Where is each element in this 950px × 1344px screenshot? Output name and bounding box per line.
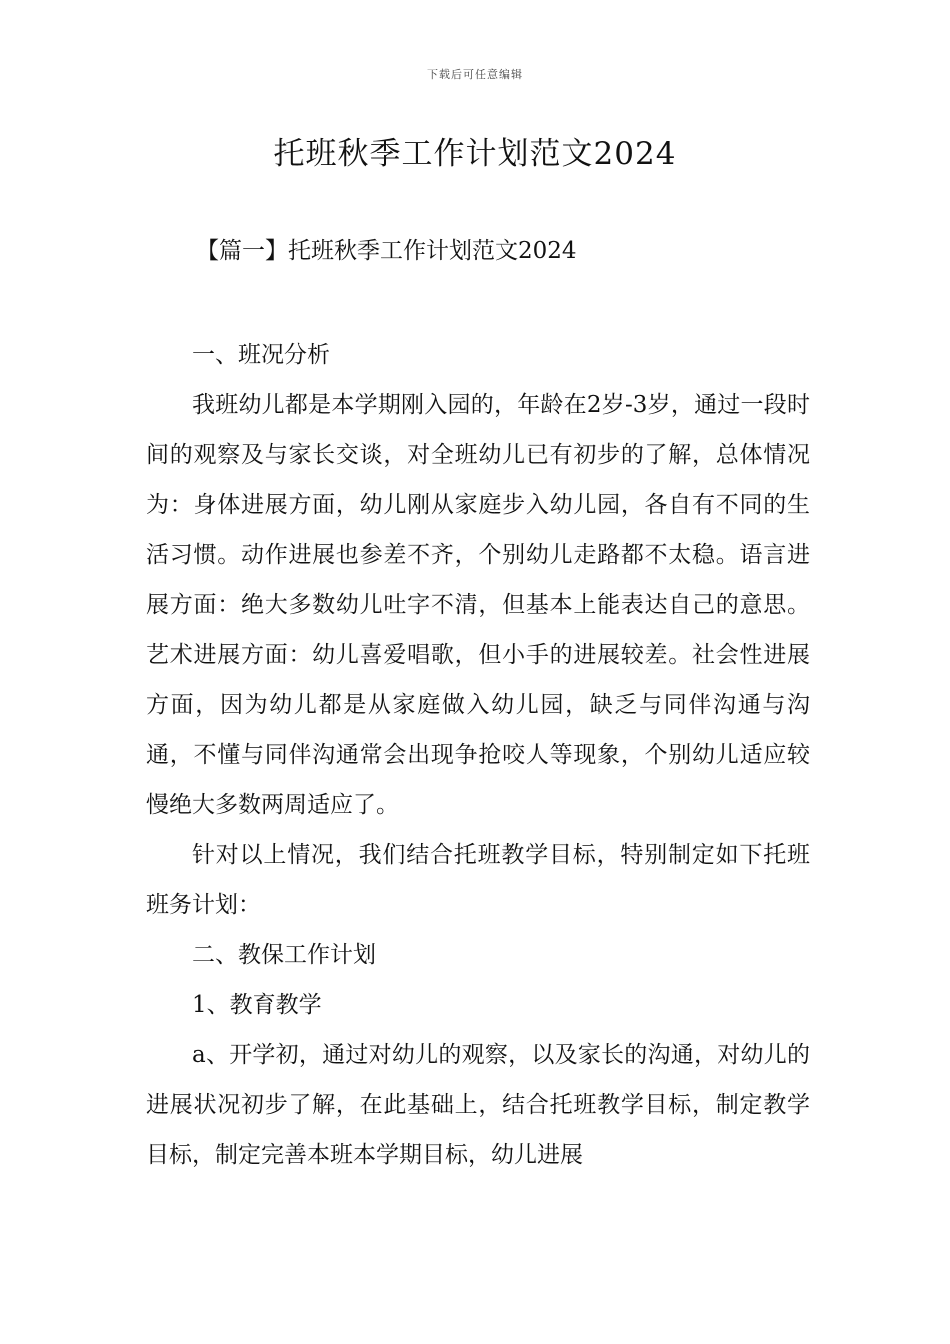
paragraph-class-analysis: 我班幼儿都是本学期刚入园的，年龄在2岁-3岁，通过一段时间的观察及与家长交谈，对全班幼儿已有初步的了解，总体情况为：身体进展方面，幼儿刚从家庭步入幼儿园，各自有不同的生活习惯。动作进展也参差不齐，个别幼儿走路都不太稳。语言进展方面：绝大多数幼儿吐字不清，但基本上能表达自己的意思。艺术进展方面：幼儿喜爱唱歌，但小手的进展较差。社会性进展方面，因为幼儿都是从家庭做入幼儿园，缺乏与同伴沟通与沟通，不懂与同伴沟通常会出现争抢咬人等现象，个别幼儿适应较慢绝大多数两周适应了。 [146,392,810,818]
paragraph-education-a: a、开学初，通过对幼儿的观察，以及家长的沟通，对幼儿的进展状况初步了解，在此基础上，结合托班教学目标，制定教学目标，制定完善本班本学期目标，幼儿进展 [146,1042,810,1168]
document-title: 托班秋季工作计划范文2024 [273,136,677,172]
heading-teaching-plan: 二、教保工作计划 [192,942,376,968]
heading-education: 1、教育教学 [192,992,322,1018]
heading-class-analysis: 一、班况分析 [192,342,330,368]
section-heading: 【篇一】托班秋季工作计划范文2024 [196,238,577,264]
paragraph-plan-intro: 针对以上情况，我们结合托班教学目标，特别制定如下托班班务计划： [146,842,810,918]
header-note: 下载后可任意编辑 [427,68,523,81]
document-body [146,330,810,1180]
